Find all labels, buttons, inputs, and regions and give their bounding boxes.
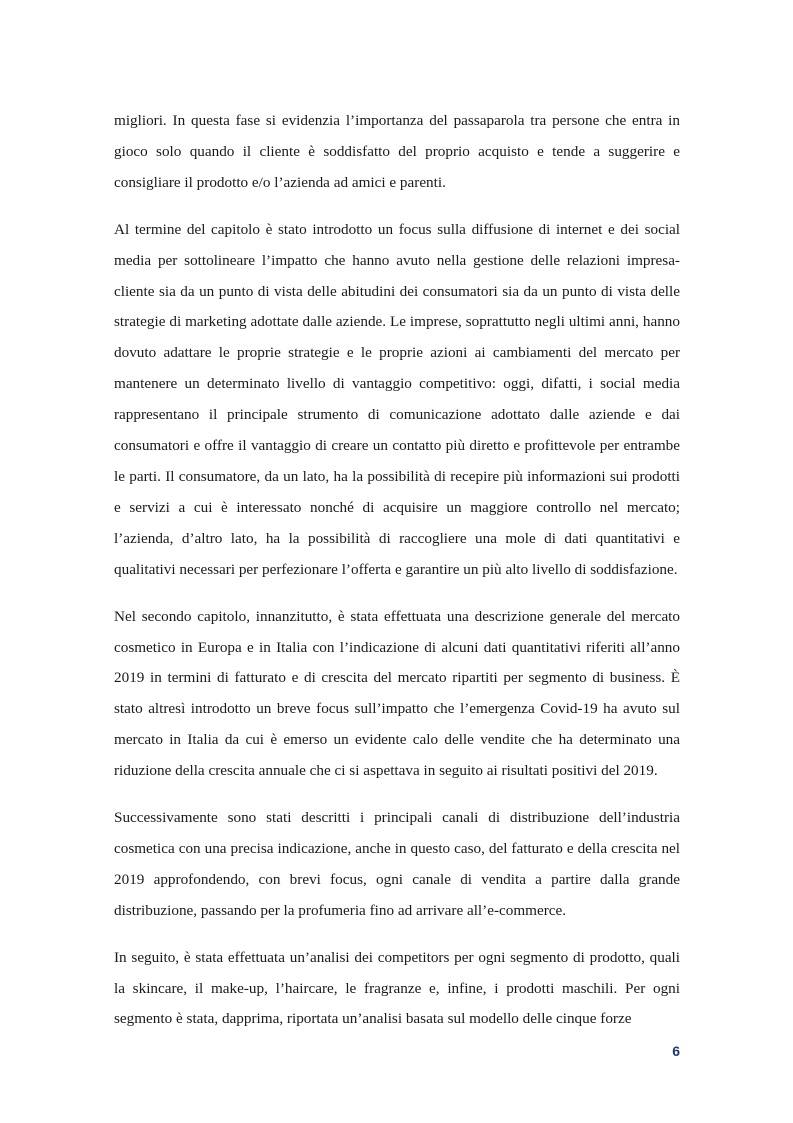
paragraph-passaparola: migliori. In questa fase si evidenzia l’importanza del passaparola tra persone che entra in gioco solo quando il cliente è soddisfatto del proprio acquisto e tende a suggerire e consigliare il prodotto e/o l’azienda ad amici e parenti. bbox=[114, 112, 680, 191]
page-body bbox=[114, 106, 680, 1051]
paragraph-secondo-capitolo: Nel secondo capitolo, innanzitutto, è stata effettuata una descrizione generale del mercato cosmetico in Europa e in Italia con l’indicazione di alcuni dati quantitativi riferiti all’anno 2019 in termini di fatturato e di crescita del mercato ripartiti per segmento di business. È stato altresì introdotto un breve focus sull’impatto che l’emergenza Covid-19 ha avuto sul mercato in Italia da cui è emerso un evidente calo delle vendite che ha determinato una riduzione della crescita annuale che ci si aspettava in seguito ai risultati positivi del 2019. bbox=[114, 607, 680, 780]
paragraph-canali-distribuzione: Successivamente sono stati descritti i principali canali di distribuzione dell’industria cosmetica con una precisa indicazione, anche in questo caso, del fatturato e della crescita nel 2019 approfondendo, con brevi focus, ogni canale di vendita a partire dalla grande distribuzione, passando per la profumeria fino ad arrivare all’e-commerce. bbox=[114, 809, 680, 919]
paragraph-social-media: Al termine del capitolo è stato introdotto un focus sulla diffusione di internet e dei social media per sottolineare l’impatto che hanno avuto nella gestione delle relazioni impresa-cliente sia da un punto di vista delle abitudini dei consumatori sia da un punto di vista delle strategie di marketing adottate dalle aziende. Le imprese, soprattutto negli ultimi anni, hanno dovuto adattare le proprie strategie e le proprie azioni ai cambiamenti del mercato per mantenere un determinato livello di vantaggio competitivo: oggi, difatti, i social media rappresentano il principale strumento di comunicazione adottato dalle aziende e dai consumatori e offre il vantaggio di creare un contatto più diretto e profittevole per entrambe le parti. Il consumatore, da un lato, ha la possibilità di recepire più informazioni sui prodotti e servizi a cui è interessato nonché di acquisire un maggiore controllo nel mercato; l’azienda, d’altro lato, ha la possibilità di raccogliere una mole di dati quantitativi e qualitativi necessari per perfezionare l’offerta e garantire un più alto livello di soddisfazione. bbox=[114, 220, 680, 578]
page-number: 6 bbox=[672, 1043, 680, 1059]
paragraph-analisi-competitors: In seguito, è stata effettuata un’analisi dei competitors per ogni segmento di prodotto, quali la skincare, il make-up, l’haircare, le fragranze e, infine, i prodotti maschili. Per ogni segmento è stata, dapprima, riportata un’analisi basata sul modello delle cinque forze bbox=[114, 948, 680, 1028]
